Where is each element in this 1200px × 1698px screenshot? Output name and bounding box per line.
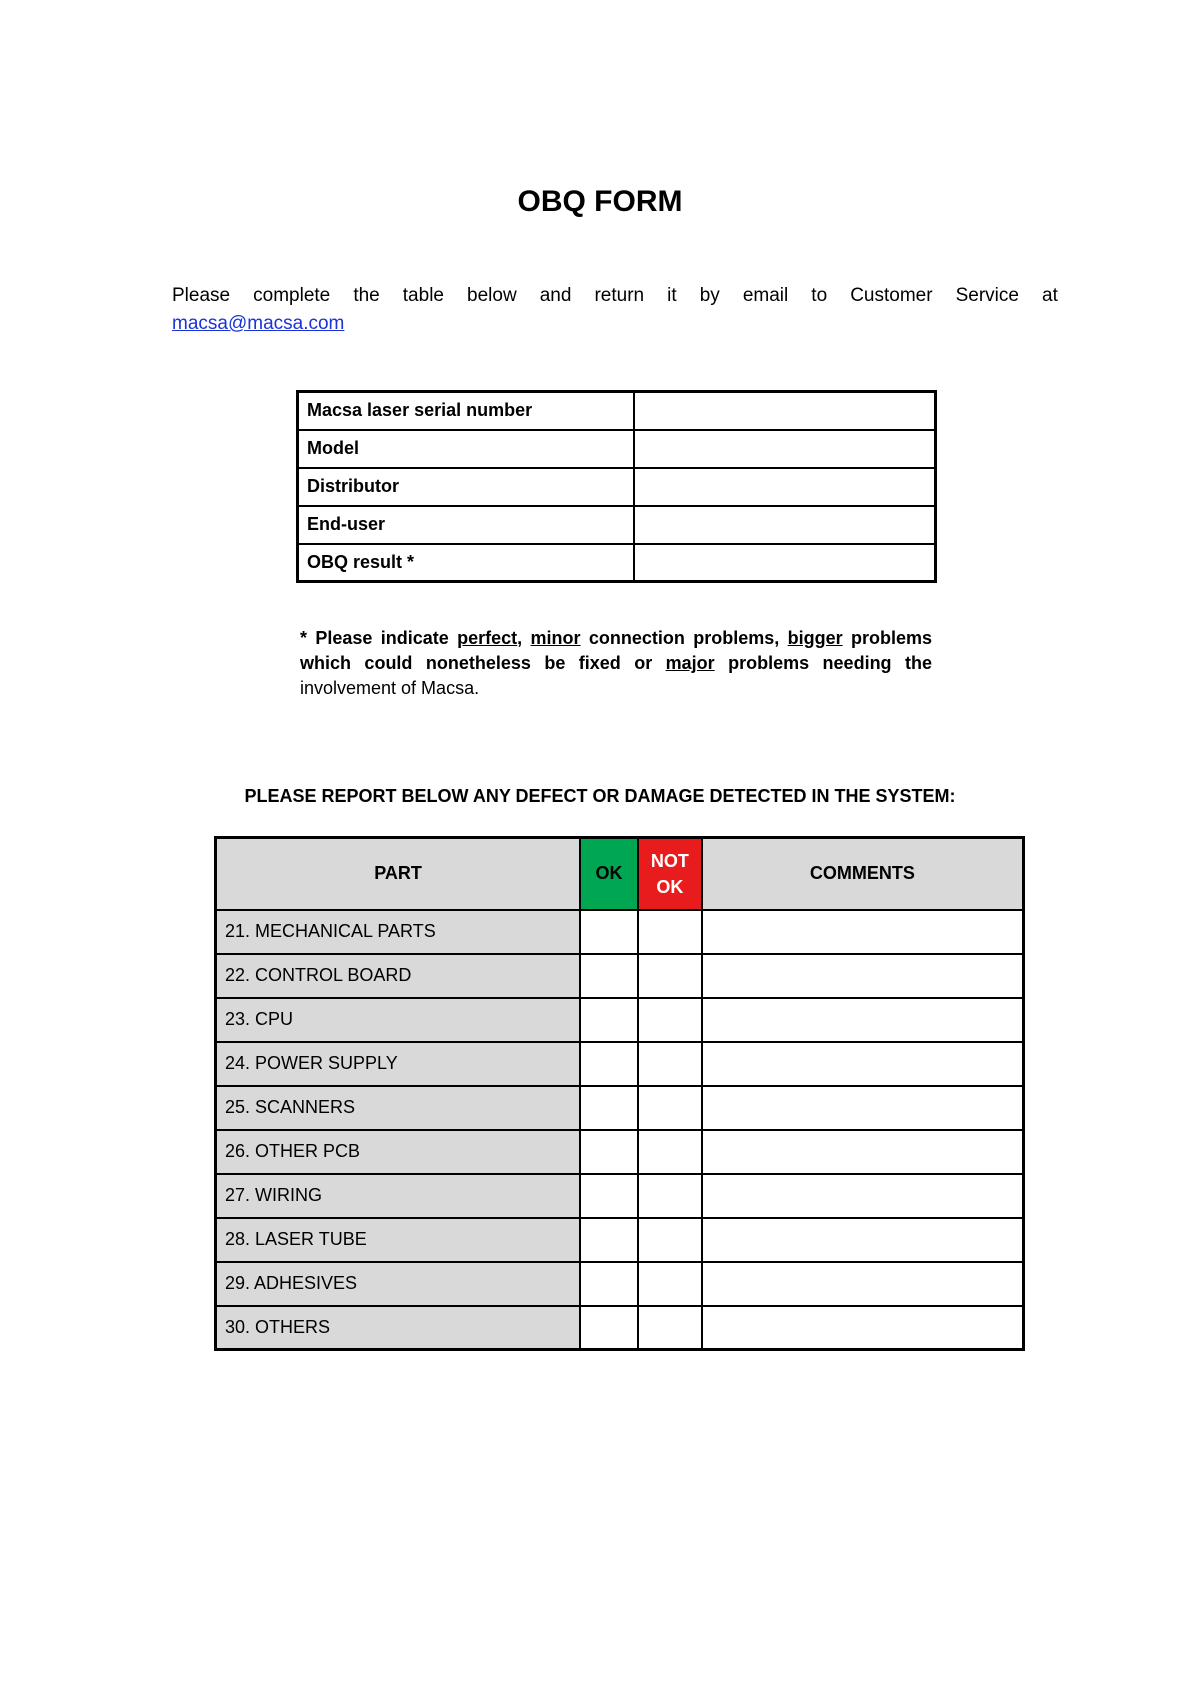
table-row bbox=[216, 1262, 1024, 1306]
part-header: PART bbox=[216, 838, 581, 910]
not-ok-header bbox=[638, 838, 702, 910]
not-ok-header-line: OK bbox=[656, 876, 684, 897]
info-row bbox=[298, 430, 936, 468]
note-text: problems needing the bbox=[714, 653, 932, 673]
note-text: * Please indicate bbox=[300, 628, 458, 648]
intro-word: Service bbox=[955, 285, 1019, 306]
ok-checkbox-cell[interactable] bbox=[580, 1130, 638, 1174]
intro-paragraph bbox=[172, 282, 1058, 338]
note-major: major bbox=[665, 653, 715, 673]
part-name-cell: 27. WIRING bbox=[216, 1174, 581, 1218]
not-ok-checkbox-cell[interactable] bbox=[638, 954, 702, 998]
table-row bbox=[216, 954, 1024, 998]
part-name-cell: 21. MECHANICAL PARTS bbox=[216, 910, 581, 954]
table-row bbox=[216, 1042, 1024, 1086]
intro-word: by bbox=[699, 285, 720, 306]
ok-checkbox-cell[interactable] bbox=[580, 998, 638, 1042]
not-ok-checkbox-cell[interactable] bbox=[638, 1130, 702, 1174]
note-perfect: perfect bbox=[457, 628, 518, 648]
end-user-field[interactable] bbox=[643, 509, 930, 541]
model-field[interactable] bbox=[643, 433, 930, 465]
comment-cell[interactable] bbox=[702, 1174, 1024, 1218]
intro-word: below bbox=[467, 285, 517, 306]
info-value-cell bbox=[634, 506, 935, 544]
info-value-cell bbox=[634, 430, 935, 468]
ok-checkbox-cell[interactable] bbox=[580, 1174, 638, 1218]
intro-word: return bbox=[594, 285, 645, 306]
table-row bbox=[216, 1130, 1024, 1174]
not-ok-checkbox-cell[interactable] bbox=[638, 1174, 702, 1218]
comments-header: COMMENTS bbox=[702, 838, 1024, 910]
part-name-cell: 22. CONTROL BOARD bbox=[216, 954, 581, 998]
info-value-cell bbox=[634, 468, 935, 506]
info-value-cell bbox=[634, 544, 935, 582]
not-ok-checkbox-cell[interactable] bbox=[638, 1086, 702, 1130]
note-minor: minor bbox=[530, 628, 581, 648]
info-row bbox=[298, 506, 936, 544]
not-ok-checkbox-cell[interactable] bbox=[638, 1262, 702, 1306]
distributor-field[interactable] bbox=[643, 471, 930, 503]
comment-cell[interactable] bbox=[702, 954, 1024, 998]
ok-checkbox-cell[interactable] bbox=[580, 1306, 638, 1350]
info-row bbox=[298, 544, 936, 582]
parts-header-row bbox=[216, 838, 1024, 910]
part-name-cell: 25. SCANNERS bbox=[216, 1086, 581, 1130]
info-value-cell bbox=[634, 392, 935, 430]
comment-cell[interactable] bbox=[702, 1262, 1024, 1306]
report-heading: PLEASE REPORT BELOW ANY DEFECT OR DAMAGE DETECTED IN THE SYSTEM: bbox=[244, 786, 956, 806]
note-text: involvement of Macsa. bbox=[300, 678, 480, 698]
email-link[interactable]: macsa@macsa.com bbox=[172, 313, 345, 334]
intro-word: the bbox=[353, 285, 380, 306]
table-row bbox=[216, 1174, 1024, 1218]
ok-checkbox-cell[interactable] bbox=[580, 954, 638, 998]
table-row bbox=[216, 1218, 1024, 1262]
not-ok-checkbox-cell[interactable] bbox=[638, 1042, 702, 1086]
ok-checkbox-cell[interactable] bbox=[580, 1262, 638, 1306]
info-label: OBQ result * bbox=[298, 544, 635, 582]
parts-table bbox=[214, 836, 1025, 1351]
not-ok-checkbox-cell[interactable] bbox=[638, 910, 702, 954]
comment-cell[interactable] bbox=[702, 998, 1024, 1042]
note-text: problems which could nonetheless be fixed or bbox=[300, 628, 932, 673]
serial-number-field[interactable] bbox=[643, 395, 930, 427]
info-label: Model bbox=[298, 430, 635, 468]
footnote bbox=[300, 626, 932, 701]
ok-checkbox-cell[interactable] bbox=[580, 1042, 638, 1086]
info-row bbox=[298, 392, 936, 430]
part-name-cell: 26. OTHER PCB bbox=[216, 1130, 581, 1174]
intro-word: email bbox=[742, 285, 789, 306]
intro-word: complete bbox=[253, 285, 331, 306]
table-row bbox=[216, 998, 1024, 1042]
not-ok-header-line: NOT bbox=[650, 850, 689, 871]
comment-cell[interactable] bbox=[702, 1218, 1024, 1262]
intro-word: Please bbox=[172, 285, 231, 306]
table-row bbox=[216, 910, 1024, 954]
info-table bbox=[296, 390, 937, 583]
form-title: OBQ FORM bbox=[517, 185, 683, 218]
info-label: End-user bbox=[298, 506, 635, 544]
comment-cell[interactable] bbox=[702, 1086, 1024, 1130]
not-ok-checkbox-cell[interactable] bbox=[638, 1218, 702, 1262]
note-bigger: bigger bbox=[787, 628, 843, 648]
comment-cell[interactable] bbox=[702, 1306, 1024, 1350]
ok-header: OK bbox=[580, 838, 638, 910]
intro-word: to bbox=[811, 285, 828, 306]
intro-line bbox=[172, 282, 1058, 310]
comment-cell[interactable] bbox=[702, 910, 1024, 954]
intro-word: Customer bbox=[850, 285, 933, 306]
intro-word: and bbox=[539, 285, 572, 306]
part-name-cell: 24. POWER SUPPLY bbox=[216, 1042, 581, 1086]
intro-word: table bbox=[402, 285, 444, 306]
obq-result-field[interactable] bbox=[643, 546, 930, 578]
part-name-cell: 30. OTHERS bbox=[216, 1306, 581, 1350]
part-name-cell: 28. LASER TUBE bbox=[216, 1218, 581, 1262]
intro-word: at bbox=[1042, 285, 1058, 306]
ok-checkbox-cell[interactable] bbox=[580, 1218, 638, 1262]
info-label: Distributor bbox=[298, 468, 635, 506]
parts-body bbox=[216, 910, 1024, 1350]
info-label: Macsa laser serial number bbox=[298, 392, 635, 430]
note-text: , bbox=[517, 628, 531, 648]
comment-cell[interactable] bbox=[702, 1042, 1024, 1086]
comment-cell[interactable] bbox=[702, 1130, 1024, 1174]
not-ok-checkbox-cell[interactable] bbox=[638, 998, 702, 1042]
note-text: connection problems, bbox=[580, 628, 788, 648]
info-row bbox=[298, 468, 936, 506]
ok-checkbox-cell[interactable] bbox=[580, 1086, 638, 1130]
part-name-cell: 29. ADHESIVES bbox=[216, 1262, 581, 1306]
intro-word: it bbox=[667, 285, 677, 306]
table-row bbox=[216, 1086, 1024, 1130]
table-row bbox=[216, 1306, 1024, 1350]
part-name-cell: 23. CPU bbox=[216, 998, 581, 1042]
not-ok-checkbox-cell[interactable] bbox=[638, 1306, 702, 1350]
ok-checkbox-cell[interactable] bbox=[580, 910, 638, 954]
